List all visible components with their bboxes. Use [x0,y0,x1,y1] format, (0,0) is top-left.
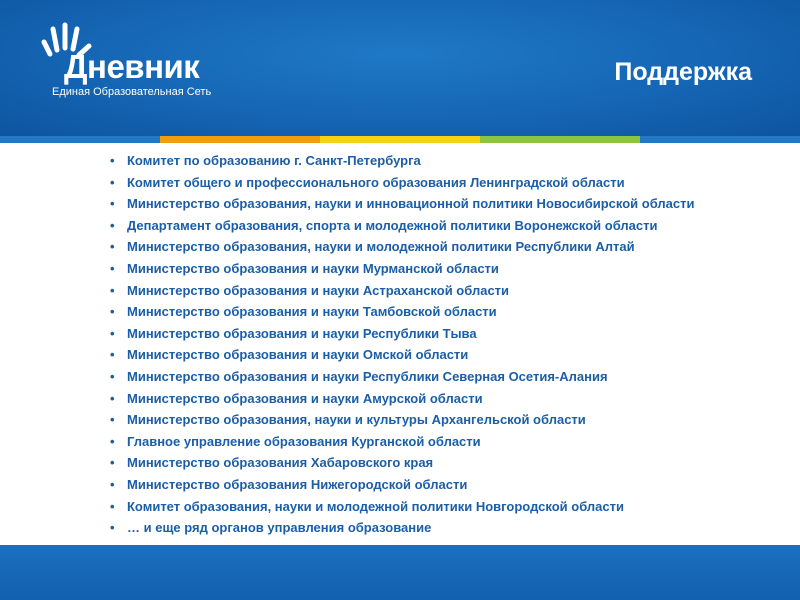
list-item: • Министерство образования и науки Тамбовской области [110,303,710,321]
list-item: • Комитет общего и профессионального образования Ленинградской области [110,174,710,192]
list-item: • Комитет образования, науки и молодежной политики Новгородской области [110,498,710,516]
list-item: • Министерство образования, науки и инновационной политики Новосибирской области [110,195,710,213]
list-item: • Главное управление образования Курганской области [110,433,710,451]
list-item: • Министерство образования и науки Республики Тыва [110,325,710,343]
stripe-segment-green [480,136,640,143]
list-item: • Министерство образования и науки Астраханской области [110,282,710,300]
organization-list [110,152,710,541]
footer-banner [0,545,800,600]
list-item: • Министерство образования и науки Омской области [110,346,710,364]
stripe-segment-blue [0,136,160,143]
logo-wordmark: Дневник [64,48,200,85]
list-item: • Министерство образования и науки Амурской области [110,390,710,408]
list-item: • Департамент образования, спорта и молодежной политики Воронежской области [110,217,710,235]
list-item: • Комитет по образованию г. Санкт-Петербурга [110,152,710,170]
list-item: • Министерство образования Хабаровского края [110,454,710,472]
logo-tagline: Единая Образовательная Сеть [52,86,212,98]
stripe-segment-orange [160,136,320,143]
page-title: Поддержка [614,58,752,86]
list-item: • … и еще ряд органов управления образование [110,519,710,537]
list-item: • Министерство образования, науки и культуры Архангельской области [110,411,710,429]
stripe-segment-yellow [320,136,480,143]
list-item: • Министерство образования и науки Республики Северная Осетия-Алания [110,368,710,386]
list-item: • Министерство образования, науки и молодежной политики Республики Алтай [110,238,710,256]
header-banner [0,0,800,136]
stripe-segment-blue-2 [640,136,800,143]
logo [40,20,240,105]
list-item: • Министерство образования и науки Мурманской области [110,260,710,278]
color-stripe [0,136,800,143]
list-item: • Министерство образования Нижегородской области [110,476,710,494]
